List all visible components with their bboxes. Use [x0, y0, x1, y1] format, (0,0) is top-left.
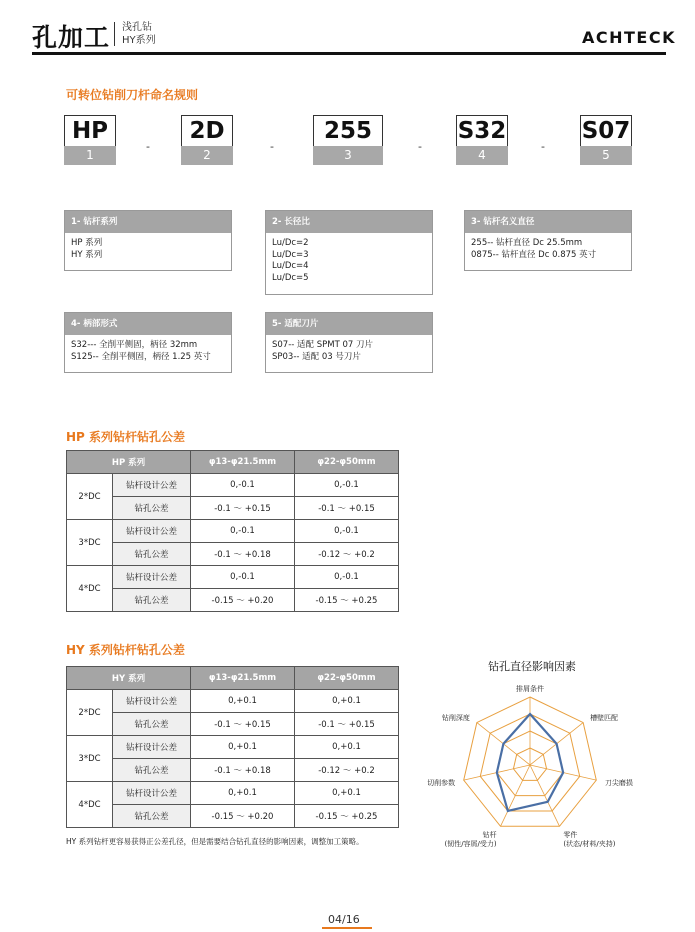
info-box-heading: 4- 柄部形式 — [65, 313, 231, 335]
table-cell: -0.1 ～ +0.18 — [191, 543, 295, 566]
row-name: 钻杆设计公差 — [113, 782, 191, 805]
radar-axis-label: 切削参数 — [427, 779, 456, 788]
header-rule — [32, 52, 666, 55]
row-name: 钻杆设计公差 — [113, 520, 191, 543]
header-divider — [114, 22, 115, 46]
code-value: S32 — [456, 115, 508, 146]
page-title: 孔加工 — [32, 23, 111, 52]
table-cell: -0.15 ～ +0.25 — [295, 589, 399, 612]
table-cell: 0,+0.1 — [191, 690, 295, 713]
table-cell: -0.1 ～ +0.15 — [295, 713, 399, 736]
info-line: S32--- 全削平侧固，柄径 32mm — [71, 340, 198, 350]
table-cell: -0.15 ～ +0.20 — [191, 589, 295, 612]
group-label: 2*DC — [67, 690, 113, 736]
info-line: S125-- 全削平侧固，柄径 1.25 英寸 — [71, 351, 211, 362]
code-index: 1 — [64, 146, 116, 165]
radar-axis-label: 刀尖磨损 — [604, 779, 633, 788]
radar-axis-label: 钻杆(韧性/容屑/受力) — [444, 831, 497, 849]
info-box-body — [465, 233, 631, 266]
table-cell: -0.12 ～ +0.2 — [295, 543, 399, 566]
info-box-body — [65, 335, 231, 368]
info-box-heading: 2- 长径比 — [266, 211, 432, 233]
code-dash: - — [270, 140, 274, 153]
table-header: HP 系列 — [67, 451, 191, 474]
info-line: Lu/Dc=4 — [272, 261, 309, 271]
info-line: SP03-- 适配 03 号刀片 — [272, 351, 361, 362]
row-name: 钻杆设计公差 — [113, 736, 191, 759]
row-name: 钻孔公差 — [113, 759, 191, 782]
info-line: Lu/Dc=2 — [272, 238, 309, 248]
table-cell: -0.1 ～ +0.15 — [295, 497, 399, 520]
brand-logo: ACHTECK — [582, 28, 676, 47]
table-cell: -0.1 ～ +0.15 — [191, 713, 295, 736]
code-block-3 — [313, 115, 383, 165]
table-cell: 0,-0.1 — [295, 474, 399, 497]
naming-section-title: 可转位钻削刀杆命名规则 — [66, 88, 199, 102]
group-label: 3*DC — [67, 736, 113, 782]
info-box-heading: 1- 钻杆系列 — [65, 211, 231, 233]
row-name: 钻孔公差 — [113, 589, 191, 612]
row-name: 钻杆设计公差 — [113, 566, 191, 589]
radar-title: 钻孔直径影响因素 — [488, 660, 576, 673]
radar-axis-label: 钻削深度 — [441, 714, 470, 723]
table-header: φ22-φ50mm — [295, 451, 399, 474]
row-name: 钻孔公差 — [113, 497, 191, 520]
code-dash: - — [418, 140, 422, 153]
info-box-body — [65, 233, 231, 266]
info-line: Lu/Dc=5 — [272, 272, 309, 283]
info-line: 0875-- 钻杆直径 Dc 0.875 英寸 — [471, 249, 597, 260]
table-cell: 0,-0.1 — [295, 520, 399, 543]
group-label: 4*DC — [67, 566, 113, 612]
table-cell: 0,-0.1 — [295, 566, 399, 589]
table-header: HY 系列 — [67, 667, 191, 690]
page-number: 04/16 — [328, 913, 360, 926]
table-cell: 0,+0.1 — [295, 736, 399, 759]
radar-axis-label: 零件(状态/材料/夹持) — [563, 831, 616, 849]
info-box-diameter — [464, 210, 632, 271]
hp-tolerance-table — [66, 450, 399, 612]
radar-chart — [425, 680, 665, 850]
code-block-2 — [181, 115, 233, 165]
table-cell: -0.1 ～ +0.15 — [191, 497, 295, 520]
header-subtitle — [122, 21, 156, 47]
group-label: 3*DC — [67, 520, 113, 566]
info-box-insert — [265, 312, 433, 373]
info-box-body — [266, 233, 432, 289]
table-cell: -0.1 ～ +0.18 — [191, 759, 295, 782]
radar-axis-label: 排屑条件 — [516, 685, 544, 694]
row-name: 钻孔公差 — [113, 805, 191, 828]
hp-table-title: HP 系列钻杆钻孔公差 — [66, 430, 186, 444]
info-line: S07-- 适配 SPMT 07 刀片 — [272, 340, 374, 350]
code-block-4 — [456, 115, 508, 165]
table-cell: -0.15 ～ +0.20 — [191, 805, 295, 828]
info-line: Lu/Dc=3 — [272, 249, 309, 260]
row-name: 钻孔公差 — [113, 543, 191, 566]
hy-tolerance-table — [66, 666, 399, 828]
table-header: φ13-φ21.5mm — [191, 451, 295, 474]
info-line: HY 系列 — [71, 249, 103, 260]
code-value: 2D — [181, 115, 233, 146]
page-number-underline — [322, 927, 372, 929]
info-box-ratio — [265, 210, 433, 295]
code-block-1 — [64, 115, 116, 165]
table-cell: -0.12 ～ +0.2 — [295, 759, 399, 782]
row-name: 钻杆设计公差 — [113, 690, 191, 713]
group-label: 2*DC — [67, 474, 113, 520]
code-index: 4 — [456, 146, 508, 165]
table-cell: 0,+0.1 — [191, 782, 295, 805]
table-cell: 0,-0.1 — [191, 566, 295, 589]
table-cell: 0,-0.1 — [191, 474, 295, 497]
table-cell: 0,+0.1 — [295, 690, 399, 713]
table-cell: -0.15 ～ +0.25 — [295, 805, 399, 828]
footnote: HY 系列钻杆更容易获得正公差孔径，但是需要结合钻孔直径的影响因素，调整加工策略。 — [66, 837, 364, 846]
info-box-series — [64, 210, 232, 271]
info-line: 255-- 钻杆直径 Dc 25.5mm — [471, 238, 583, 248]
info-box-heading: 3- 钻杆名义直径 — [465, 211, 631, 233]
info-box-heading: 5- 适配刀片 — [266, 313, 432, 335]
table-cell: 0,-0.1 — [191, 520, 295, 543]
info-box-body — [266, 335, 432, 368]
group-label: 4*DC — [67, 782, 113, 828]
code-value: S07 — [580, 115, 632, 146]
header-subtitle-line1: 浅孔钻 — [122, 22, 152, 33]
code-dash: - — [541, 140, 545, 153]
table-cell: 0,+0.1 — [295, 782, 399, 805]
header-subtitle-line2: HY系列 — [122, 35, 156, 46]
code-index: 2 — [181, 146, 233, 165]
info-line: HP 系列 — [71, 238, 103, 248]
hy-table-title: HY 系列钻杆钻孔公差 — [66, 643, 185, 657]
code-value: 255 — [313, 115, 383, 146]
row-name: 钻杆设计公差 — [113, 474, 191, 497]
code-block-5 — [580, 115, 632, 165]
row-name: 钻孔公差 — [113, 713, 191, 736]
code-dash: - — [146, 140, 150, 153]
radar-axis-label: 槽壁匹配 — [590, 714, 619, 723]
info-box-shank — [64, 312, 232, 373]
code-index: 5 — [580, 146, 632, 165]
table-header: φ22-φ50mm — [295, 667, 399, 690]
table-header: φ13-φ21.5mm — [191, 667, 295, 690]
code-index: 3 — [313, 146, 383, 165]
table-cell: 0,+0.1 — [191, 736, 295, 759]
code-value: HP — [64, 115, 116, 146]
